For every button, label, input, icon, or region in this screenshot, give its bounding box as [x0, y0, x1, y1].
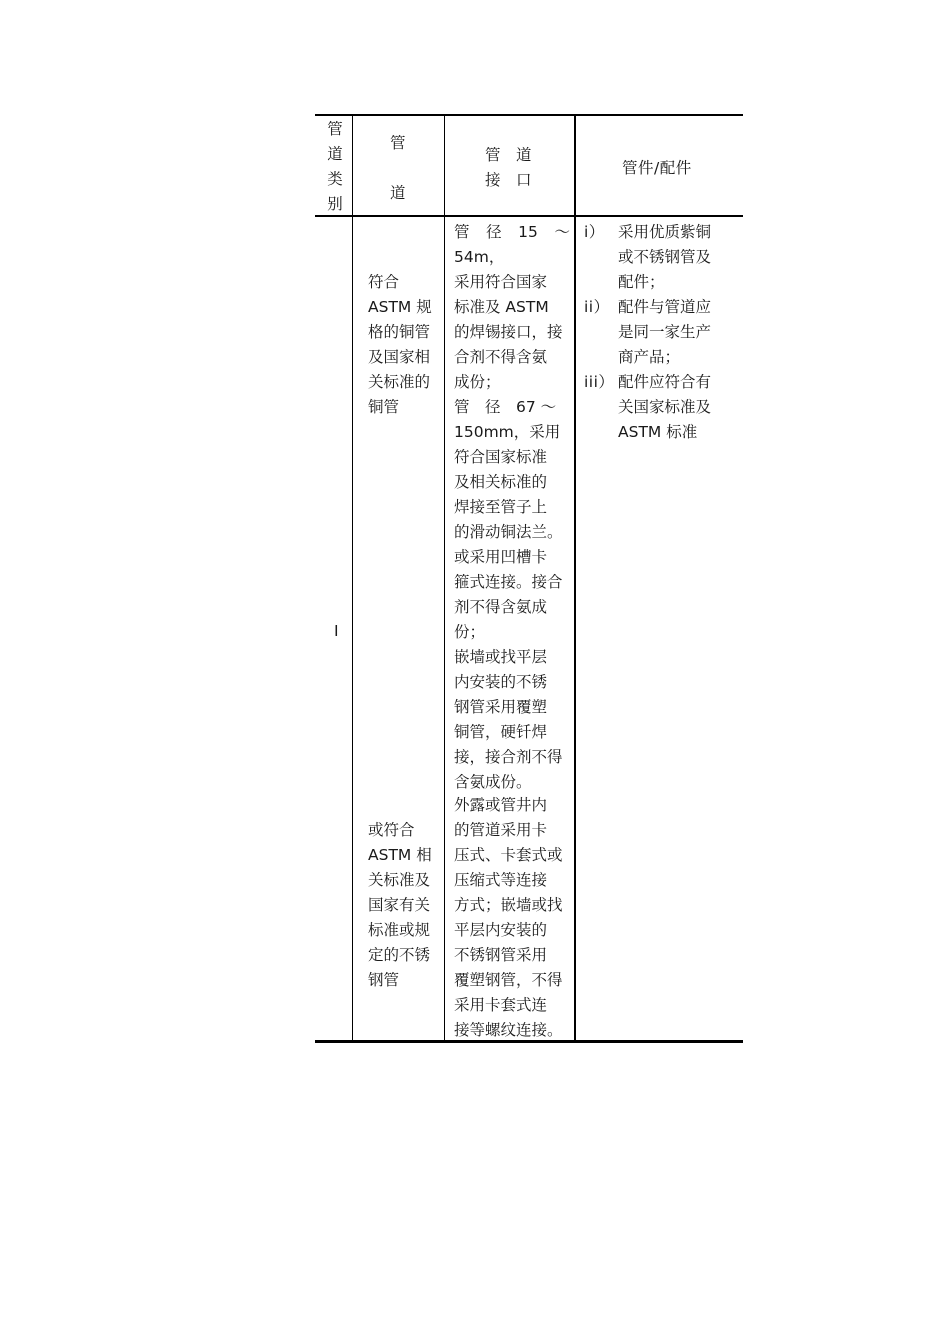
joint-stainless: 外露或管井内 的管道采用卡 压式、卡套式或 压缩式等连接 方式；嵌墙或找 平层内安装的 不锈钢管采用 覆塑钢管，不得 采用卡套式连 接等螺纹连接。 [454, 796, 563, 1039]
fitting-item: 配件与管道应 是同一家生产 商产品； [618, 298, 712, 366]
joint-copper: 管径15～54m， 采用符合国家 标准及 ASTM 的焊锡接口，接 合剂不得含氨 成份； 管 径 67 ～ 150mm，采用 符合国家标准 及相关标准的 焊接至管子上 的滑动铜法兰。 或采用凹槽卡 箍式连接。接合 剂不得含氨成 份； 嵌墙或找平层 内安装的不锈 钢管采用覆塑 铜管，硬钎焊 接，接合剂不得 含氨成份。 [454, 223, 570, 791]
column-divider [444, 116, 445, 1041]
fitting-item: 配件应符合有 关国家标准及 ASTM 标准 [618, 373, 712, 441]
row-category: I [334, 622, 340, 640]
fitting-marker: iii） [584, 373, 615, 391]
pipe-stainless: 或符合 ASTM 相 关标准及 国家有关 标准或规 定的不锈 钢管 [368, 821, 432, 989]
pipe-copper: 符合 ASTM 规 格的铜管 及国家相 关标准的 铜管 [368, 273, 432, 416]
fitting-marker: i） [584, 223, 605, 241]
table-top-rule [315, 114, 743, 116]
fitting-item: 采用优质紫铜 或不锈钢管及 配件； [618, 223, 712, 291]
table-header-rule [315, 215, 743, 217]
header-fittings: 管件/配件 [622, 159, 692, 177]
column-divider [352, 116, 353, 1041]
header-pipe-top: 管 [390, 134, 407, 152]
column-divider [574, 116, 576, 1041]
header-joint: 管 道 接 口 [485, 146, 532, 189]
header-category: 管道类别 [327, 120, 343, 213]
fitting-marker: ii） [584, 298, 610, 316]
header-pipe-bottom: 道 [390, 184, 407, 202]
